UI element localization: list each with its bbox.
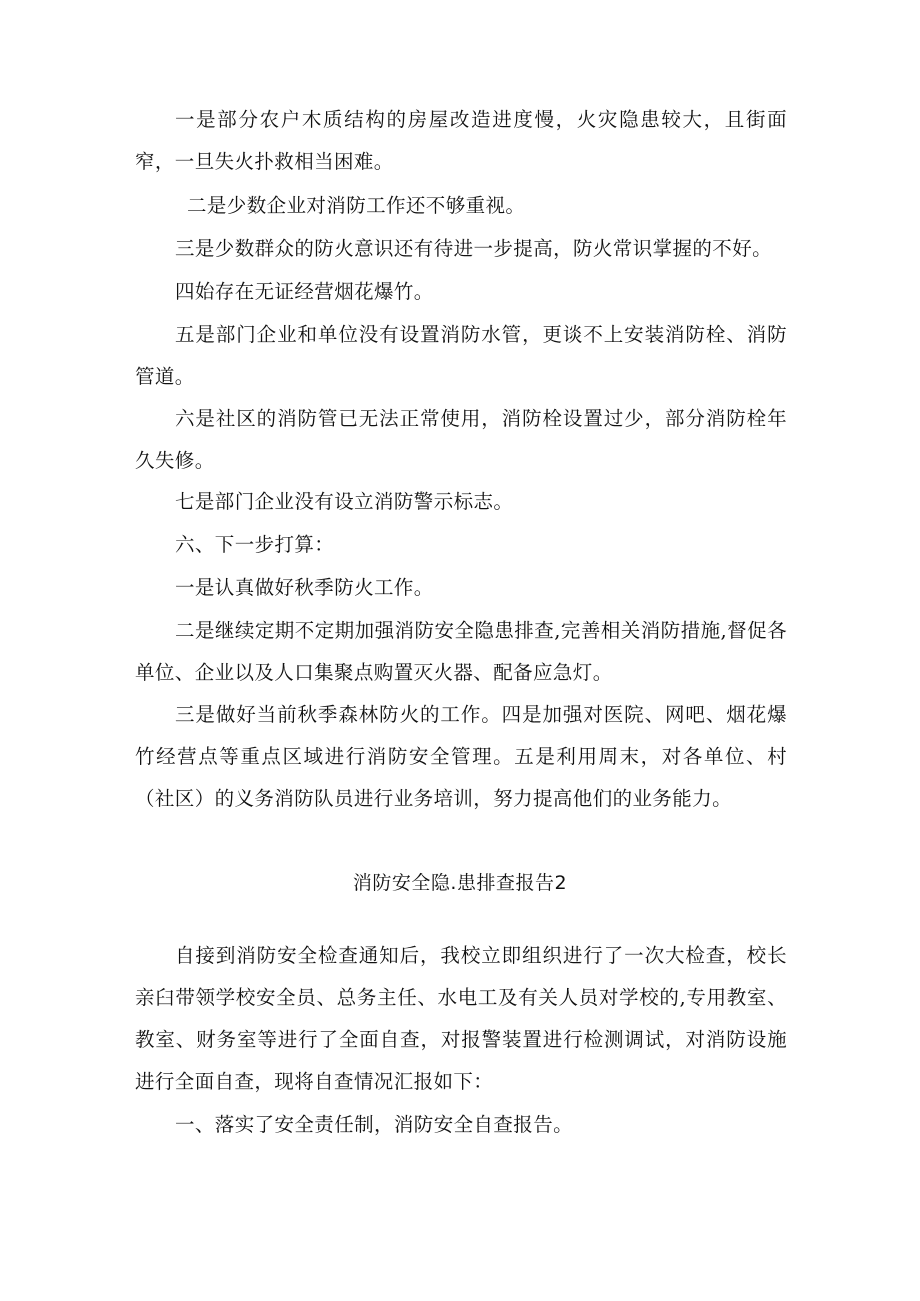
paragraph-1: 一是部分农户木质结构的房屋改造进度慢，火灾隐患较大，且街面窄，一旦失火扑救相当困难。: [135, 108, 787, 173]
paragraph-3: 三是少数群众的防火意识还有待进一步提高，防火常识掌握的不好。: [175, 237, 773, 260]
paragraph-7: 七是部门企业没有设立消防警示标志。: [175, 490, 514, 513]
paragraph-9: 二是继续定期不定期加强消防安全隐患排查,完善相关消防措施,督促各单位、企业以及人口集聚点购置灭火器、配备应急灯。: [135, 619, 787, 684]
section-heading-next-steps: 六、下一步打算：: [175, 533, 335, 556]
paragraph-11: 自接到消防安全检查通知后，我校立即组织进行了一次大检查，校长亲臼带领学校安全员、总务主任、水电工及有关人员对学校的,专用教室、教室、财务室等进行了全面自查，对报警装置进行检测调试，对消防设施进行全面自查，现将自查情况汇报如下：: [135, 944, 787, 1093]
paragraph-6: 六是社区的消防管已无法正常使用，消防栓设置过少，部分消防栓年久失修。: [135, 407, 787, 472]
paragraph-10: 三是做好当前秋季森林防火的工作。四是加强对医院、网吧、烟花爆竹经营点等重点区域进行消防安全管理。五是利用周末，对各单位、村（社区）的义务消防队员进行业务培训，努力提高他们的业务能力。: [135, 703, 787, 810]
paragraph-12: 一、落实了安全责任制，消防安全自查报告。: [175, 1113, 574, 1136]
paragraph-8: 一是认真做好秋季防火工作。: [175, 576, 434, 599]
paragraph-4: 四始存在无证经营烟花爆竹。: [175, 280, 434, 303]
paragraph-2: 二是少数企业对消防工作还不够重视。: [187, 194, 526, 217]
paragraph-5: 五是部门企业和单位没有设置消防水管，更谈不上安装消防栓、消防管道。: [135, 323, 787, 388]
report-title: 消防安全隐.患排查报告2: [352, 872, 568, 894]
